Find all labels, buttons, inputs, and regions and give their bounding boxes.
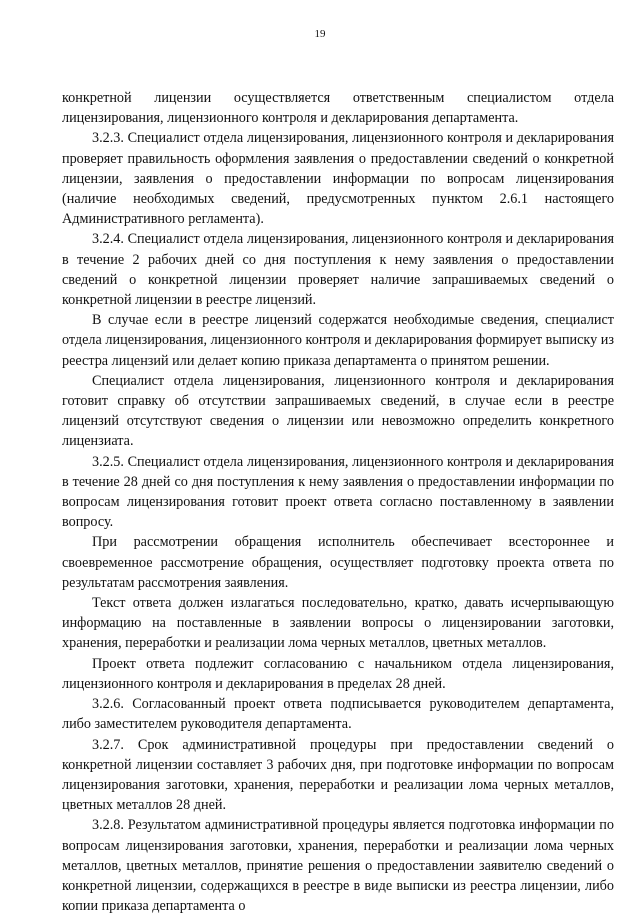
paragraph-approval: Проект ответа подлежит согласованию с начальником отдела лицензирования, лицензионного контроля и декларирования в пределах 28 дней.	[62, 655, 614, 692]
paragraph-review: При рассмотрении обращения исполнитель обеспечивает всестороннее и своевременное рассмотрение обращения, осуществляет подготовку проекта ответа по результатам рассмотрения заявления.	[62, 534, 614, 591]
paragraph-registry-found: В случае если в реестре лицензий содержатся необходимые сведения, специалист отдела лицензирования, лицензионного контроля и декларирования формирует выписку из реестра лицензий или делает копию приказа департамента о принятом решении.	[62, 312, 614, 369]
paragraph-continuation: конкретной лицензии осуществляется ответственным специалистом отдела лицензирования, лицензионного контроля и декларирования департамента.	[62, 90, 614, 127]
paragraph-3-2-8: 3.2.8. Результатом административной процедуры является подготовка информации по вопросам лицензирования заготовки, хранения, переработки и реализации лома черных металлов, цветных металлов, принятие решения о предоставлении заявителю сведений о конкретной лицензии, содержащихся в реестре в виде выписки из реестра лицензии, либо копии приказа департамента о	[62, 817, 614, 915]
paragraph-3-2-4: 3.2.4. Специалист отдела лицензирования, лицензионного контроля и декларирования в течение 2 рабочих дней со дня поступления к нему заявления о предоставлении сведений о конкретной лицензии проверяет наличие запрашиваемых сведений о конкретной лицензии в реестре лицензий.	[62, 231, 614, 309]
paragraph-answer-text: Текст ответа должен излагаться последовательно, кратко, давать исчерпывающую информацию на поставленные в заявлении вопросы о лицензировании заготовки, хранения, переработки и реализации лома черных металлов, цветных металлов.	[62, 595, 614, 652]
paragraph-3-2-6: 3.2.6. Согласованный проект ответа подписывается руководителем департамента, либо заместителем руководителя департамента.	[62, 696, 614, 733]
document-body	[62, 88, 614, 916]
paragraph-3-2-5: 3.2.5. Специалист отдела лицензирования, лицензионного контроля и декларирования в течение 28 дней со дня поступления к нему заявления о предоставлении информации по вопросам лицензирования готовит проект ответа согласно поставленному в заявлении вопросу.	[62, 453, 614, 531]
paragraph-3-2-7: 3.2.7. Срок административной процедуры при предоставлении сведений о конкретной лицензии составляет 3 рабочих дня, при подготовке информации по вопросам лицензирования заготовки, хранения, переработки и реализации лома черных металлов, цветных металлов 28 дней.	[62, 736, 614, 814]
paragraph-registry-absent: Специалист отдела лицензирования, лицензионного контроля и декларирования готовит справку об отсутствии запрашиваемых сведений, в случае если в реестре лицензий отсутствуют сведения о лицензии или невозможно определить конкретного лицензиата.	[62, 372, 614, 450]
paragraph-3-2-3: 3.2.3. Специалист отдела лицензирования, лицензионного контроля и декларирования проверяет правильность оформления заявления о предоставлении сведений о конкретной лицензии, заявления о предоставлении информации по вопросам лицензирования (наличие необходимых сведений, предусмотренных пунктом 2.6.1 настоящего Административного регламента).	[62, 130, 614, 228]
page-number: 19	[314, 28, 326, 40]
